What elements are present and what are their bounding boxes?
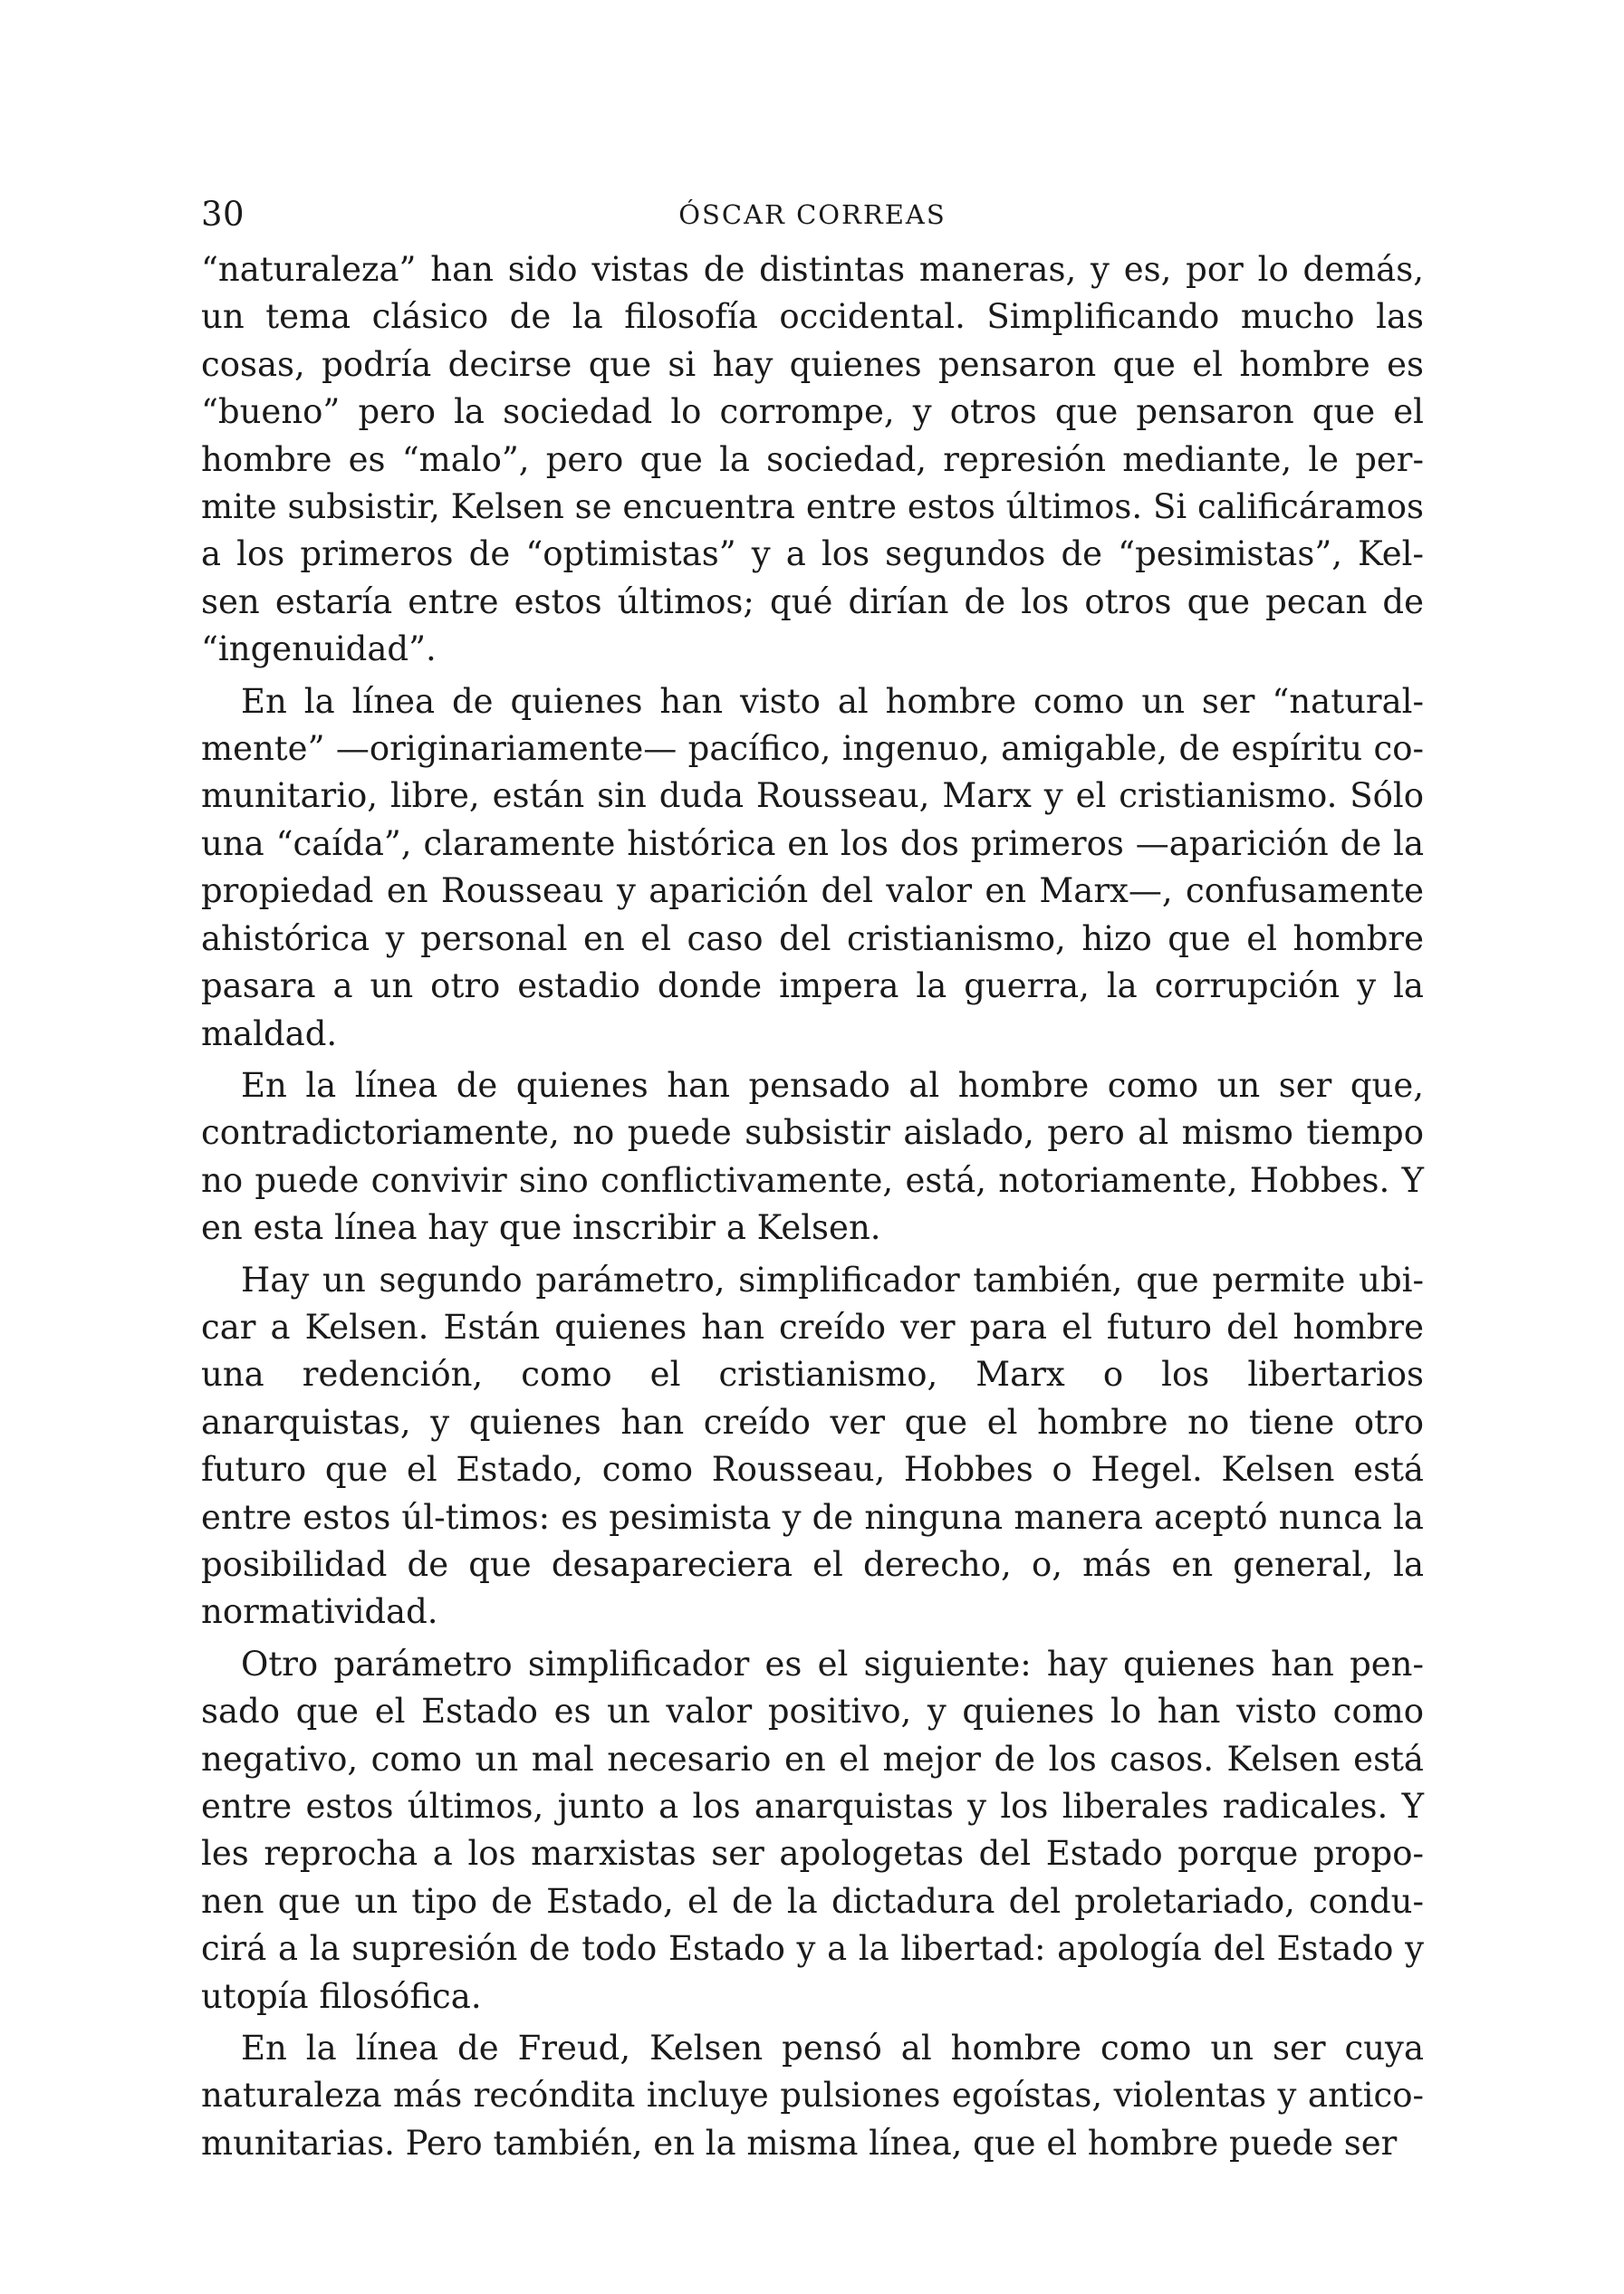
paragraph-hobbes: En la línea de quienes han pensado al hombre como un ser que, contradictoriamente, no puede subsistir aislado, pero al mismo tiempo no puede convivir sino conflictivamente, está, notoriamente, Hobbes. Y en esta línea hay que inscribir a Kelsen. bbox=[201, 1065, 1424, 1248]
paragraph-second-parameter: Hay un segundo parámetro, simplificador también, que permite ubi-car a Kelsen. Están quienes han creído ver para el futuro del hombre una redención, como el cristianismo, Marx o los libertarios anarquistas, y quienes han creído ver que el hombre no tiene otro futuro que el Estado, como Rousseau, Hobbes o Hegel. Kelsen está entre estos úl-timos: es pesimista y de ninguna manera aceptó nunca la posibilidad de que desapareciera el derecho, o, más en general, la normatividad. bbox=[201, 1260, 1424, 1632]
paragraph-continuation: “naturaleza” han sido vistas de distintas maneras, y es, por lo demás, un tema clásico de la filosofía occidental. Simplificando mucho las cosas, podría decirse que si hay quienes pensaron que el hombre es “bueno” pero la sociedad lo corrompe, y otros que pensaron que el hombre es “malo”, pero que la sociedad, represión mediante, le per-mite subsistir, Kelsen se encuentra entre estos últimos. Si calificáramos a los primeros de “optimistas” y a los segundos de “pesimistas”, Kel-sen estaría entre estos últimos; qué dirían de los otros que pecan de “ingenuidad”. bbox=[201, 250, 1424, 669]
page-number: 30 bbox=[201, 195, 245, 234]
running-head-author: ÓSCAR CORREAS bbox=[678, 199, 947, 230]
paragraph-state-value: Otro parámetro simplificador es el siguiente: hay quienes han pen-sado que el Estado es un valor positivo, y quienes lo han visto como negativo, como un mal necesario en el mejor de los casos. Kelsen está entre estos últimos, junto a los anarquistas y los liberales radicales. Y les reprocha a los marxistas ser apologetas del Estado porque propo-nen que un tipo de Estado, el de la dictadura del proletariado, condu-cirá a la supresión de todo Estado y a la libertad: apología del Estado y utopía filosófica. bbox=[201, 1644, 1424, 2016]
paragraph-freud: En la línea de Freud, Kelsen pensó al hombre como un ser cuya naturaleza más recóndita incluye pulsiones egoístas, violentas y antico-munitarias. Pero también, en la misma línea, que el hombre puede ser bbox=[201, 2029, 1424, 2163]
page-header bbox=[201, 192, 1424, 237]
body-text bbox=[201, 246, 1424, 2172]
paragraph-rousseau-marx: En la línea de quienes han visto al hombre como un ser “natural-mente” —originariamente— pacífico, ingenuo, amigable, de espíritu co-munitario, libre, están sin duda Rousseau, Marx y el cristianismo. Sólo una “caída”, claramente histórica en los dos primeros —aparición de la propiedad en Rousseau y aparición del valor en Marx—, confusamente ahistórica y personal en el caso del cristianismo, hizo que el hombre pasara a un otro estadio donde impera la guerra, la corrupción y la maldad. bbox=[201, 681, 1424, 1053]
